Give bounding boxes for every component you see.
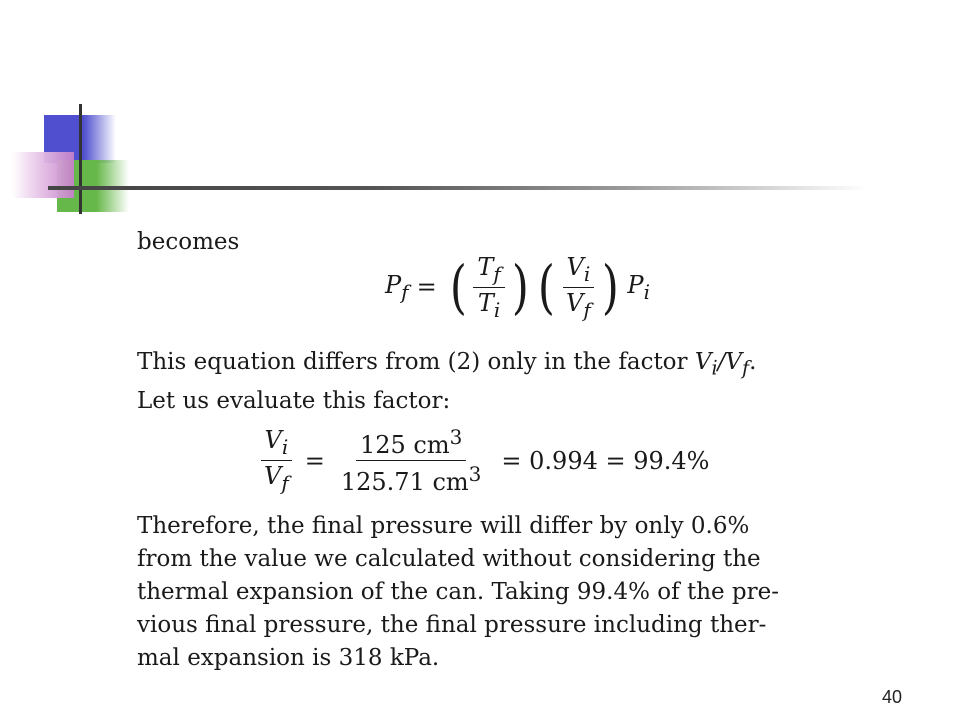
equation-final-pressure: [385, 253, 650, 322]
equation-volume-factor: [258, 425, 709, 496]
text-block-intro: [137, 346, 877, 418]
eq2-frac-rhs: $\frac{125 cm^3}{125.71 cm^3}$: [340, 425, 482, 496]
paren-close: ): [511, 253, 529, 322]
eq2-result: = 0.994 = 99.4%: [501, 446, 710, 475]
para-line: Therefore, the final pressure will differ by only 0.6%: [137, 513, 750, 539]
decor-vertical-line: [79, 104, 82, 214]
eq1-frac-temperature: $\frac{T_f}{T_i}$: [473, 253, 504, 322]
decor-horizontal-rule: [48, 186, 868, 190]
text-line-2: Let us evaluate this factor:: [137, 387, 451, 414]
text-block-conclusion: [137, 510, 877, 675]
paren-open: (: [538, 253, 556, 322]
text-line-1: This equation differs from (2) only in the factor $V_i/V_f$.: [137, 349, 757, 380]
para-line: vious final pressure, the final pressure including ther-: [137, 612, 767, 638]
paren-open: (: [449, 253, 467, 322]
inline-math-factor: $V_i/V_f$: [694, 349, 750, 380]
eq2-equals: =: [304, 446, 325, 475]
eq1-tail: $P_i$: [627, 270, 650, 304]
paren-close: ): [601, 253, 619, 322]
eq2-frac-lhs: $\frac{V_i}{V_f}$: [260, 426, 293, 495]
para-line: from the value we calculated without considering the: [137, 546, 761, 572]
eq1-lhs: $P_f$: [385, 270, 409, 304]
para-line: mal expansion is 318 kPa.: [137, 645, 440, 671]
page-number: 40: [882, 687, 903, 707]
eq1-equals: =: [416, 273, 437, 302]
text-becomes: becomes: [137, 229, 240, 255]
para-line: thermal expansion of the can. Taking 99.4% of the pre-: [137, 579, 780, 605]
decor-pink-square: [12, 152, 74, 198]
eq1-frac-volume: $\frac{V_i}{V_f}$: [562, 253, 595, 322]
